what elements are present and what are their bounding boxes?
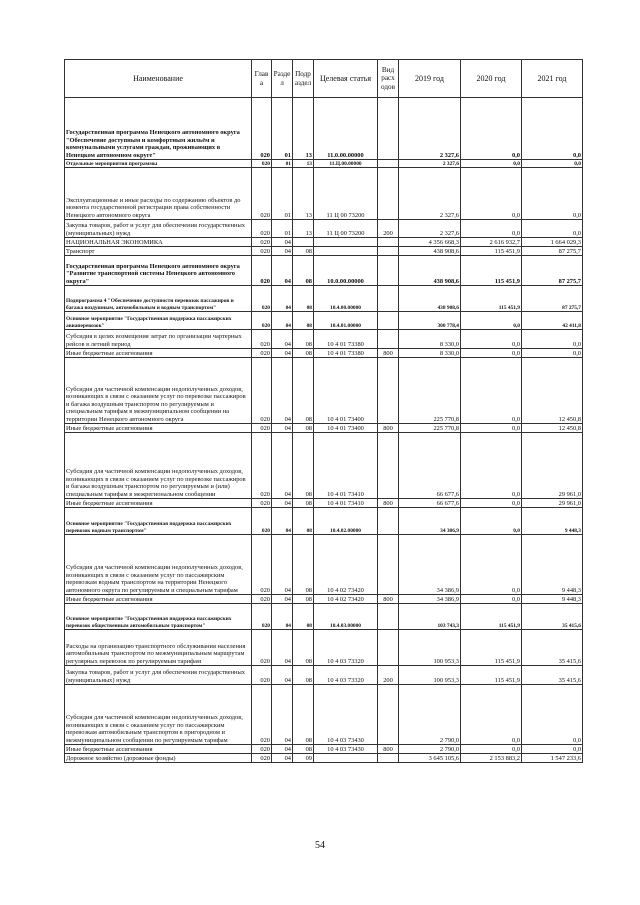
row-razdel: 04 (272, 286, 293, 312)
row-razdel: 04 (272, 508, 293, 535)
row-podrazdel: 08 (293, 358, 314, 424)
row-podrazdel: 13 (293, 220, 314, 238)
row-2020: 0,0 (461, 349, 522, 358)
header-name: Наименование (65, 60, 252, 98)
row-glava: 020 (252, 168, 272, 220)
row-vid: 800 (378, 424, 399, 433)
row-2019: 2 790,0 (399, 745, 461, 754)
row-razdel: 04 (272, 604, 293, 630)
row-2020: 0,0 (461, 595, 522, 604)
row-article: 10 4 03 73430 (314, 745, 378, 754)
row-article: 11 Ц 00 73200 (314, 168, 378, 220)
row-2021: 0,0 (522, 685, 583, 745)
row-podrazdel: 08 (293, 256, 314, 286)
row-2019: 2 327,6 (399, 220, 461, 238)
row-glava: 020 (252, 358, 272, 424)
row-2021: 0,0 (522, 160, 583, 168)
row-2020: 115 451,9 (461, 630, 522, 666)
row-vid (378, 286, 399, 312)
row-glava: 020 (252, 238, 272, 247)
header-glava: Глав а (252, 60, 272, 98)
row-2020: 0,0 (461, 168, 522, 220)
row-vid (378, 160, 399, 168)
row-vid (378, 433, 399, 499)
row-name: Иные бюджетные ассигнования (65, 349, 252, 358)
row-razdel: 04 (272, 685, 293, 745)
row-2019: 8 330,0 (399, 349, 461, 358)
table-row (65, 595, 583, 604)
row-2019: 100 953,3 (399, 630, 461, 666)
row-glava: 020 (252, 160, 272, 168)
row-glava: 020 (252, 630, 272, 666)
row-2020: 0,0 (461, 499, 522, 508)
row-glava: 020 (252, 604, 272, 630)
row-2021: 35 415,6 (522, 666, 583, 685)
row-glava: 020 (252, 349, 272, 358)
row-name: Основное мероприятие "Государственная поддержка пассажирских перевозок общественным автомобильным транспортом" (65, 604, 252, 630)
row-2019: 225 770,8 (399, 424, 461, 433)
row-article: 10 4 01 73380 (314, 349, 378, 358)
header-vid: Вид расх одов (378, 60, 399, 98)
row-2020: 115 451,9 (461, 604, 522, 630)
table-row (65, 312, 583, 330)
row-razdel: 04 (272, 745, 293, 754)
row-article: 10.4.00.00000 (314, 286, 378, 312)
row-glava: 020 (252, 247, 272, 256)
row-2021: 9 448,3 (522, 535, 583, 595)
row-razdel: 01 (272, 160, 293, 168)
row-name: Иные бюджетные ассигнования (65, 745, 252, 754)
row-2019: 66 677,6 (399, 433, 461, 499)
row-2021: 1 547 233,6 (522, 754, 583, 763)
row-name: Субсидия для частичной компенсации недополученных доходов, возникающих в связи с оказанием услуг по перевозке пассажиров и багажа воздушным транспортом по регулируемым и специальным тарифам в межмуниципальном сообщении на территории Ненецкого автономного округа (65, 358, 252, 424)
row-vid (378, 685, 399, 745)
row-2019: 34 386,9 (399, 508, 461, 535)
row-vid (378, 535, 399, 595)
row-podrazdel: 09 (293, 754, 314, 763)
table-row (65, 256, 583, 286)
row-name: Иные бюджетные ассигнования (65, 595, 252, 604)
row-name: Эксплуатационные и иные расходы по содержанию объектов до момента государственной регистрации права собственности Ненецкого автономного округа (65, 168, 252, 220)
row-glava: 020 (252, 508, 272, 535)
row-vid (378, 508, 399, 535)
row-2020: 0,0 (461, 330, 522, 349)
row-2020: 0,0 (461, 160, 522, 168)
row-2019: 66 677,6 (399, 499, 461, 508)
row-2021: 0,0 (522, 330, 583, 349)
row-2021: 0,0 (522, 745, 583, 754)
row-glava: 020 (252, 754, 272, 763)
row-2019: 438 908,6 (399, 286, 461, 312)
row-article: 10 4 01 73400 (314, 358, 378, 424)
row-razdel: 04 (272, 247, 293, 256)
row-glava: 020 (252, 595, 272, 604)
row-podrazdel: 08 (293, 666, 314, 685)
row-name: Субсидия для частичной компенсации недополученных доходов, возникающих в связи с оказанием услуг по пассажирским перевозкам водным транспортом на территории Ненецкого автономного округа по регулируемым и специальным тарифам (65, 535, 252, 595)
row-podrazdel: 08 (293, 424, 314, 433)
row-article: 11 Ц 00 73200 (314, 220, 378, 238)
row-2021: 35 415,6 (522, 630, 583, 666)
row-2019: 100 953,3 (399, 666, 461, 685)
row-podrazdel: 13 (293, 160, 314, 168)
row-razdel: 04 (272, 256, 293, 286)
row-article: 10 4 01 73380 (314, 330, 378, 349)
row-name: Транспорт (65, 247, 252, 256)
row-razdel: 04 (272, 358, 293, 424)
table-row (65, 630, 583, 666)
row-podrazdel: 08 (293, 745, 314, 754)
row-glava: 020 (252, 256, 272, 286)
row-2021: 0,0 (522, 168, 583, 220)
row-2021: 29 961,0 (522, 499, 583, 508)
row-vid (378, 754, 399, 763)
row-article (314, 247, 378, 256)
row-name: Иные бюджетные ассигнования (65, 499, 252, 508)
row-2020: 0,0 (461, 424, 522, 433)
row-podrazdel: 08 (293, 604, 314, 630)
table-row (65, 535, 583, 595)
row-2021: 0,0 (522, 349, 583, 358)
table-row (65, 424, 583, 433)
row-article: 11.Ц.00.00000 (314, 160, 378, 168)
row-vid (378, 630, 399, 666)
row-name: Государственная программа Ненецкого автономного округа "Обеспечение доступным и комфортным жильём и коммунальными услугами граждан, проживающих в Ненецком автономном округе" (65, 98, 252, 160)
row-2019: 438 908,6 (399, 256, 461, 286)
row-article: 10.0.00.00000 (314, 256, 378, 286)
row-2020: 0,0 (461, 508, 522, 535)
row-vid (378, 247, 399, 256)
row-2020: 0,0 (461, 685, 522, 745)
row-2020: 0,0 (461, 220, 522, 238)
page-number: 54 (315, 840, 325, 851)
row-podrazdel: 08 (293, 535, 314, 595)
row-glava: 020 (252, 424, 272, 433)
row-glava: 020 (252, 220, 272, 238)
row-2020: 0,0 (461, 433, 522, 499)
row-name: Иные бюджетные ассигнования (65, 424, 252, 433)
row-2021: 12 450,8 (522, 424, 583, 433)
row-article: 10 4 03 73430 (314, 685, 378, 745)
row-vid (378, 330, 399, 349)
row-glava: 020 (252, 666, 272, 685)
row-2020: 0,0 (461, 745, 522, 754)
row-glava: 020 (252, 745, 272, 754)
row-2020: 0,0 (461, 98, 522, 160)
row-podrazdel: 13 (293, 168, 314, 220)
row-name: Основное мероприятие "Государственная поддержка пассажирских перевозок водным транспортом" (65, 508, 252, 535)
row-article: 10 4 02 73420 (314, 535, 378, 595)
row-2019: 8 330,0 (399, 330, 461, 349)
row-glava: 020 (252, 98, 272, 160)
row-podrazdel: 08 (293, 312, 314, 330)
table-row (65, 745, 583, 754)
row-razdel: 04 (272, 499, 293, 508)
row-2021: 42 411,8 (522, 312, 583, 330)
row-2019: 2 327,6 (399, 160, 461, 168)
table-row (65, 238, 583, 247)
row-2020: 115 451,9 (461, 666, 522, 685)
row-2020: 2 153 883,2 (461, 754, 522, 763)
header-row (65, 60, 583, 98)
table-row (65, 168, 583, 220)
row-name: Субсидия для частичной компенсации недополученных доходов, возникающих в связи с оказанием услуг по перевозке пассажиров и багажа воздушным транспортом по регулируемым и (или) специальным тарифам в межрегиональном сообщении (65, 433, 252, 499)
row-vid: 800 (378, 745, 399, 754)
row-2021: 1 664 029,3 (522, 238, 583, 247)
row-glava: 020 (252, 312, 272, 330)
row-article (314, 238, 378, 247)
table-row (65, 220, 583, 238)
row-2019: 300 778,4 (399, 312, 461, 330)
row-razdel: 04 (272, 666, 293, 685)
row-2020: 0,0 (461, 358, 522, 424)
row-razdel: 01 (272, 98, 293, 160)
row-razdel: 04 (272, 535, 293, 595)
row-glava: 020 (252, 330, 272, 349)
row-2019: 438 908,6 (399, 247, 461, 256)
table-row (65, 286, 583, 312)
row-vid: 800 (378, 349, 399, 358)
table-row (65, 685, 583, 745)
row-2020: 2 616 932,7 (461, 238, 522, 247)
row-2021: 87 275,7 (522, 256, 583, 286)
row-article: 10 4 01 73400 (314, 424, 378, 433)
header-2019: 2019 год (399, 60, 461, 98)
row-vid (378, 312, 399, 330)
row-2021: 87 275,7 (522, 286, 583, 312)
row-vid (378, 238, 399, 247)
row-razdel: 04 (272, 424, 293, 433)
row-article: 10 4 01 73410 (314, 433, 378, 499)
row-2019: 103 743,3 (399, 604, 461, 630)
table-row (65, 433, 583, 499)
table-row (65, 604, 583, 630)
row-podrazdel: 08 (293, 630, 314, 666)
row-name: Субсидия для частичной компенсации недополученных доходов, возникающих в связи с оказанием услуг по пассажирским перевозкам автомобильным транспортом в пригородном и межмуниципальном сообщении по регулируемым тарифам (65, 685, 252, 745)
row-vid: 800 (378, 499, 399, 508)
row-name: Субсидия в целях возмещения затрат по организации чартерных рейсов в летний период (65, 330, 252, 349)
row-razdel: 04 (272, 349, 293, 358)
header-razdel: Разде л (272, 60, 293, 98)
row-glava: 020 (252, 535, 272, 595)
table-row (65, 666, 583, 685)
row-glava: 020 (252, 286, 272, 312)
row-2021: 9 448,3 (522, 595, 583, 604)
row-article: 10.4.02.00000 (314, 508, 378, 535)
row-2019: 4 356 668,3 (399, 238, 461, 247)
row-article: 10.4.01.00000 (314, 312, 378, 330)
row-2020: 115 451,9 (461, 256, 522, 286)
row-article: 10 4 02 73420 (314, 595, 378, 604)
row-name: Закупка товаров, работ и услуг для обеспечения государственных (муниципальных) нужд (65, 666, 252, 685)
row-2021: 29 961,0 (522, 433, 583, 499)
row-name: Государственная программа Ненецкого автономного округа "Развитие транспортной системы Ненецкого автономного округа" (65, 256, 252, 286)
row-razdel: 01 (272, 220, 293, 238)
row-razdel: 04 (272, 754, 293, 763)
row-podrazdel: 08 (293, 508, 314, 535)
row-article: 10 4 03 73320 (314, 630, 378, 666)
row-podrazdel: 08 (293, 685, 314, 745)
row-glava: 020 (252, 685, 272, 745)
row-article: 10.4.03.00000 (314, 604, 378, 630)
row-vid (378, 358, 399, 424)
row-2019: 2 327,6 (399, 168, 461, 220)
row-2021: 87 275,7 (522, 247, 583, 256)
row-razdel: 04 (272, 330, 293, 349)
row-razdel: 04 (272, 433, 293, 499)
row-podrazdel: 08 (293, 349, 314, 358)
row-podrazdel: 08 (293, 330, 314, 349)
row-podrazdel: 08 (293, 247, 314, 256)
row-razdel: 04 (272, 312, 293, 330)
table-row (65, 98, 583, 160)
row-2021: 35 415,6 (522, 604, 583, 630)
row-podrazdel: 08 (293, 433, 314, 499)
row-2020: 0,0 (461, 312, 522, 330)
row-vid: 800 (378, 595, 399, 604)
row-name: Дорожное хозяйство (дорожные фонды) (65, 754, 252, 763)
row-2019: 3 645 105,6 (399, 754, 461, 763)
row-name: Подпрограмма 4 "Обеспечение доступности перевозок пассажиров и багажа воздушным, автомобильным и водным транспортом" (65, 286, 252, 312)
row-article: 10 4 03 73320 (314, 666, 378, 685)
row-vid (378, 604, 399, 630)
row-name: НАЦИОНАЛЬНАЯ ЭКОНОМИКА (65, 238, 252, 247)
table-row (65, 754, 583, 763)
table-row (65, 330, 583, 349)
row-glava: 020 (252, 499, 272, 508)
header-2020: 2020 год (461, 60, 522, 98)
row-razdel: 04 (272, 595, 293, 604)
row-2019: 225 770,8 (399, 358, 461, 424)
row-vid (378, 98, 399, 160)
row-2019: 2 790,0 (399, 685, 461, 745)
row-vid: 200 (378, 220, 399, 238)
row-2021: 0,0 (522, 220, 583, 238)
header-article: Целевая статья (314, 60, 378, 98)
row-razdel: 04 (272, 630, 293, 666)
row-2020: 115 451,9 (461, 286, 522, 312)
row-vid (378, 168, 399, 220)
row-name: Закупка товаров, работ и услуг для обеспечения государственных (муниципальных) нужд (65, 220, 252, 238)
row-podrazdel: 08 (293, 499, 314, 508)
table-row (65, 499, 583, 508)
row-article: 10 4 01 73410 (314, 499, 378, 508)
header-podrazdel: Подр аздел (293, 60, 314, 98)
row-vid (378, 256, 399, 286)
table-row (65, 358, 583, 424)
row-vid: 200 (378, 666, 399, 685)
row-2019: 2 327,6 (399, 98, 461, 160)
table-row (65, 160, 583, 168)
table-row (65, 349, 583, 358)
row-razdel: 01 (272, 168, 293, 220)
row-2019: 34 386,9 (399, 535, 461, 595)
row-podrazdel: 13 (293, 98, 314, 160)
row-name: Отдельные мероприятия программы (65, 160, 252, 168)
row-2021: 12 450,8 (522, 358, 583, 424)
row-podrazdel: 08 (293, 286, 314, 312)
row-name: Расходы на организацию транспортного обслуживания населения автомобильным транспортом по межмуниципальным маршрутам регулярных перевозок по регулируемым тарифам (65, 630, 252, 666)
row-razdel: 04 (272, 238, 293, 247)
header-2021: 2021 год (522, 60, 583, 98)
row-article: 11.0.00.00000 (314, 98, 378, 160)
row-podrazdel (293, 238, 314, 247)
row-glava: 020 (252, 433, 272, 499)
table-row (65, 508, 583, 535)
row-2020: 0,0 (461, 535, 522, 595)
table-row (65, 247, 583, 256)
row-2019: 34 386,9 (399, 595, 461, 604)
row-name: Основное мероприятие "Государственная поддержка пассажирских авиаперевозок" (65, 312, 252, 330)
row-2021: 9 448,3 (522, 508, 583, 535)
row-2021: 0,0 (522, 98, 583, 160)
row-article (314, 754, 378, 763)
row-2020: 115 451,9 (461, 247, 522, 256)
budget-table (64, 59, 583, 763)
row-podrazdel: 08 (293, 595, 314, 604)
